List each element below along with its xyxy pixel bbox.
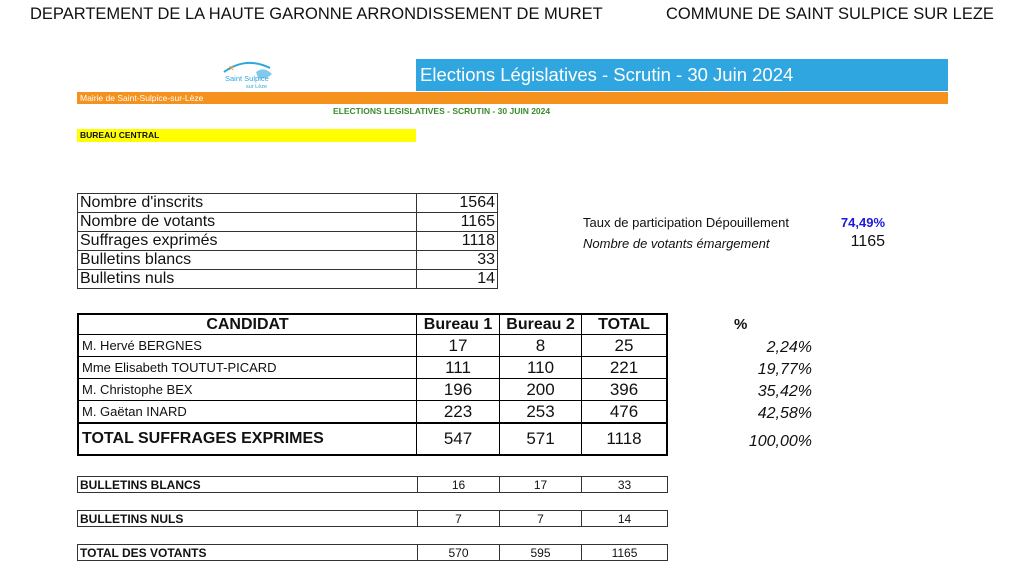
- total-row: [78, 423, 667, 455]
- summary-value: 1165: [417, 213, 498, 232]
- table-row: [78, 401, 667, 424]
- election-banner: Elections Législatives - Scrutin - 30 Juin 2024: [416, 59, 948, 91]
- table-row: [78, 477, 668, 493]
- candidate-total: 25: [582, 335, 668, 357]
- summary-value: 14: [417, 270, 498, 289]
- votants-table: [77, 544, 668, 561]
- table-row: [78, 232, 498, 251]
- table-header-row: [78, 314, 667, 335]
- col-total: TOTAL: [582, 314, 668, 335]
- summary-label: Suffrages exprimés: [78, 232, 417, 251]
- emargement-label: Nombre de votants émargement: [583, 236, 770, 251]
- total-b2: 571: [500, 423, 582, 455]
- col-bureau2: Bureau 2: [500, 314, 582, 335]
- summary-label: Bulletins blancs: [78, 251, 417, 270]
- nuls-table: [77, 510, 668, 527]
- total-label: TOTAL SUFFRAGES EXPRIMES: [78, 423, 417, 455]
- emargement-value: 1165: [850, 233, 885, 250]
- table-row: [78, 379, 667, 401]
- candidate-b2: 110: [500, 357, 582, 379]
- candidate-b2: 8: [500, 335, 582, 357]
- blancs-table: [77, 476, 668, 493]
- blancs-label: BULLETINS BLANCS: [78, 477, 418, 493]
- nuls-total: 14: [582, 511, 668, 527]
- blancs-total: 33: [582, 477, 668, 493]
- participation-label: Taux de participation Dépouillement: [583, 215, 789, 230]
- candidate-b2: 253: [500, 401, 582, 424]
- candidate-name: M. Gaëtan INARD: [78, 401, 417, 424]
- summary-label: Nombre de votants: [78, 213, 417, 232]
- candidate-b1: 111: [417, 357, 500, 379]
- nuls-b2: 7: [500, 511, 582, 527]
- svg-text:✕: ✕: [228, 64, 235, 73]
- pct-header: %: [734, 316, 748, 333]
- table-row: [78, 213, 498, 232]
- candidate-b1: 17: [417, 335, 500, 357]
- candidate-name: M. Hervé BERGNES: [78, 335, 417, 357]
- participation-value: 74,49%: [840, 215, 885, 230]
- col-bureau1: Bureau 1: [417, 314, 500, 335]
- candidate-name: M. Christophe BEX: [78, 379, 417, 401]
- candidate-total: 476: [582, 401, 668, 424]
- summary-label: Nombre d'inscrits: [78, 194, 417, 213]
- votants-b2: 595: [500, 545, 582, 561]
- summary-value: 33: [417, 251, 498, 270]
- candidate-pct: 2,24%: [766, 339, 812, 356]
- table-row: [78, 251, 498, 270]
- votants-b1: 570: [418, 545, 500, 561]
- summary-value: 1118: [417, 232, 498, 251]
- table-row: [78, 511, 668, 527]
- candidate-b1: 223: [417, 401, 500, 424]
- total-b1: 547: [417, 423, 500, 455]
- candidate-name: Mme Elisabeth TOUTUT-PICARD: [78, 357, 417, 379]
- blancs-b1: 16: [418, 477, 500, 493]
- header-departement: DEPARTEMENT DE LA HAUTE GARONNE ARRONDISSEMENT DE MURET: [30, 5, 603, 23]
- bureau-label: BUREAU CENTRAL: [77, 129, 416, 142]
- table-row: [78, 194, 498, 213]
- election-subtitle: ELECTIONS LEGISLATIVES - SCRUTIN - 30 JUIN 2024: [333, 106, 551, 116]
- votants-label: TOTAL DES VOTANTS: [78, 545, 418, 561]
- candidate-total: 396: [582, 379, 668, 401]
- logo-line2: sur Lèze: [246, 84, 268, 90]
- candidate-pct: 35,42%: [757, 383, 812, 400]
- summary-label: Bulletins nuls: [78, 270, 417, 289]
- nuls-b1: 7: [418, 511, 500, 527]
- candidate-pct: 42,58%: [757, 405, 812, 422]
- candidate-pct: 19,77%: [757, 361, 812, 378]
- candidate-b1: 196: [417, 379, 500, 401]
- candidates-table: [77, 313, 668, 456]
- votants-total: 1165: [582, 545, 668, 561]
- nuls-label: BULLETINS NULS: [78, 511, 418, 527]
- table-row: [78, 270, 498, 289]
- candidate-b2: 200: [500, 379, 582, 401]
- mairie-bar: Mairie de Saint-Sulpice-sur-Lèze: [77, 92, 948, 104]
- candidate-total: 221: [582, 357, 668, 379]
- table-row: [78, 335, 667, 357]
- commune-logo: [216, 58, 278, 94]
- summary-value: 1564: [417, 194, 498, 213]
- summary-table: [77, 193, 498, 289]
- header-commune: COMMUNE DE SAINT SULPICE SUR LEZE: [666, 5, 994, 23]
- logo-line1: Saint Sulpice: [225, 74, 269, 83]
- blancs-b2: 17: [500, 477, 582, 493]
- table-row: [78, 545, 668, 561]
- table-row: [78, 357, 667, 379]
- total-pct: 100,00%: [748, 433, 812, 450]
- col-candidat: CANDIDAT: [78, 314, 417, 335]
- total-total: 1118: [582, 423, 668, 455]
